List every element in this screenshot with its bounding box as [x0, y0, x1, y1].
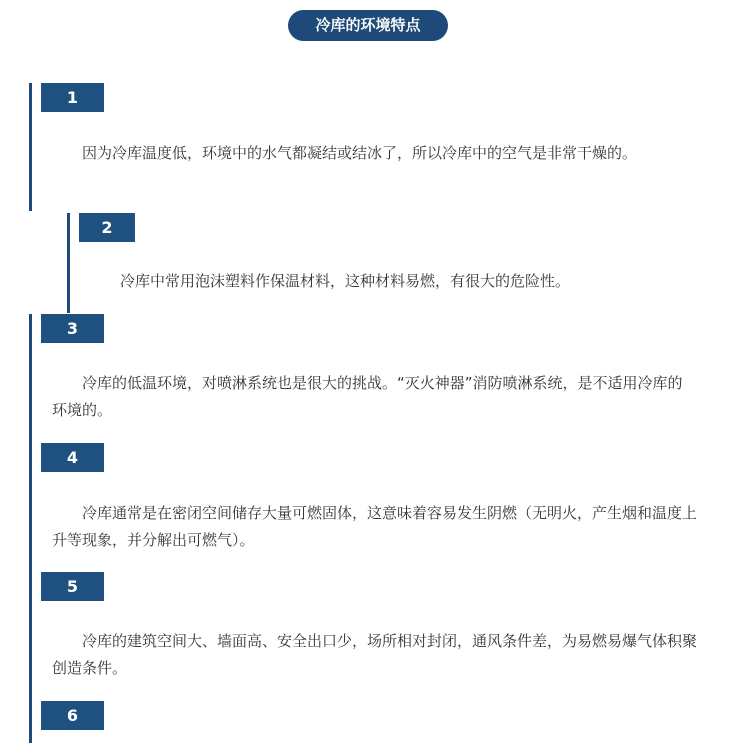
- section-1-text: 因为冷库温度低，环境中的水气都凝结或结冰了，所以冷库中的空气是非常干燥的。: [82, 144, 638, 162]
- section-3-text: 冷库的低温环境，对喷淋系统也是很大的挑战。“灭火神器”消防喷淋系统，是不适用冷库的环境的。: [52, 374, 683, 419]
- section-6-number: 6: [41, 701, 104, 730]
- section-3-number: 3: [41, 314, 104, 343]
- page-title: 冷库的环境特点: [288, 10, 448, 41]
- section-1-rule: [29, 83, 32, 211]
- section-2-rule: [67, 213, 70, 313]
- section-4-text: 冷库通常是在密闭空间储存大量可燃固体，这意味着容易发生阴燃（无明火，产生烟和温度上升等现象，并分解出可燃气）。: [52, 504, 698, 549]
- section-5-text: 冷库的建筑空间大、墙面高、安全出口少，场所相对封闭，通风条件差，为易燃易爆气体积聚创造条件。: [52, 632, 698, 677]
- section-1-number: 1: [41, 83, 104, 112]
- section-3-rule: [29, 314, 32, 743]
- section-2-number: 2: [79, 213, 135, 242]
- section-2-text: 冷库中常用泡沫塑料作保温材料，这种材料易燃，有很大的危险性。: [120, 272, 571, 290]
- section-5-number: 5: [41, 572, 104, 601]
- section-4-number: 4: [41, 443, 104, 472]
